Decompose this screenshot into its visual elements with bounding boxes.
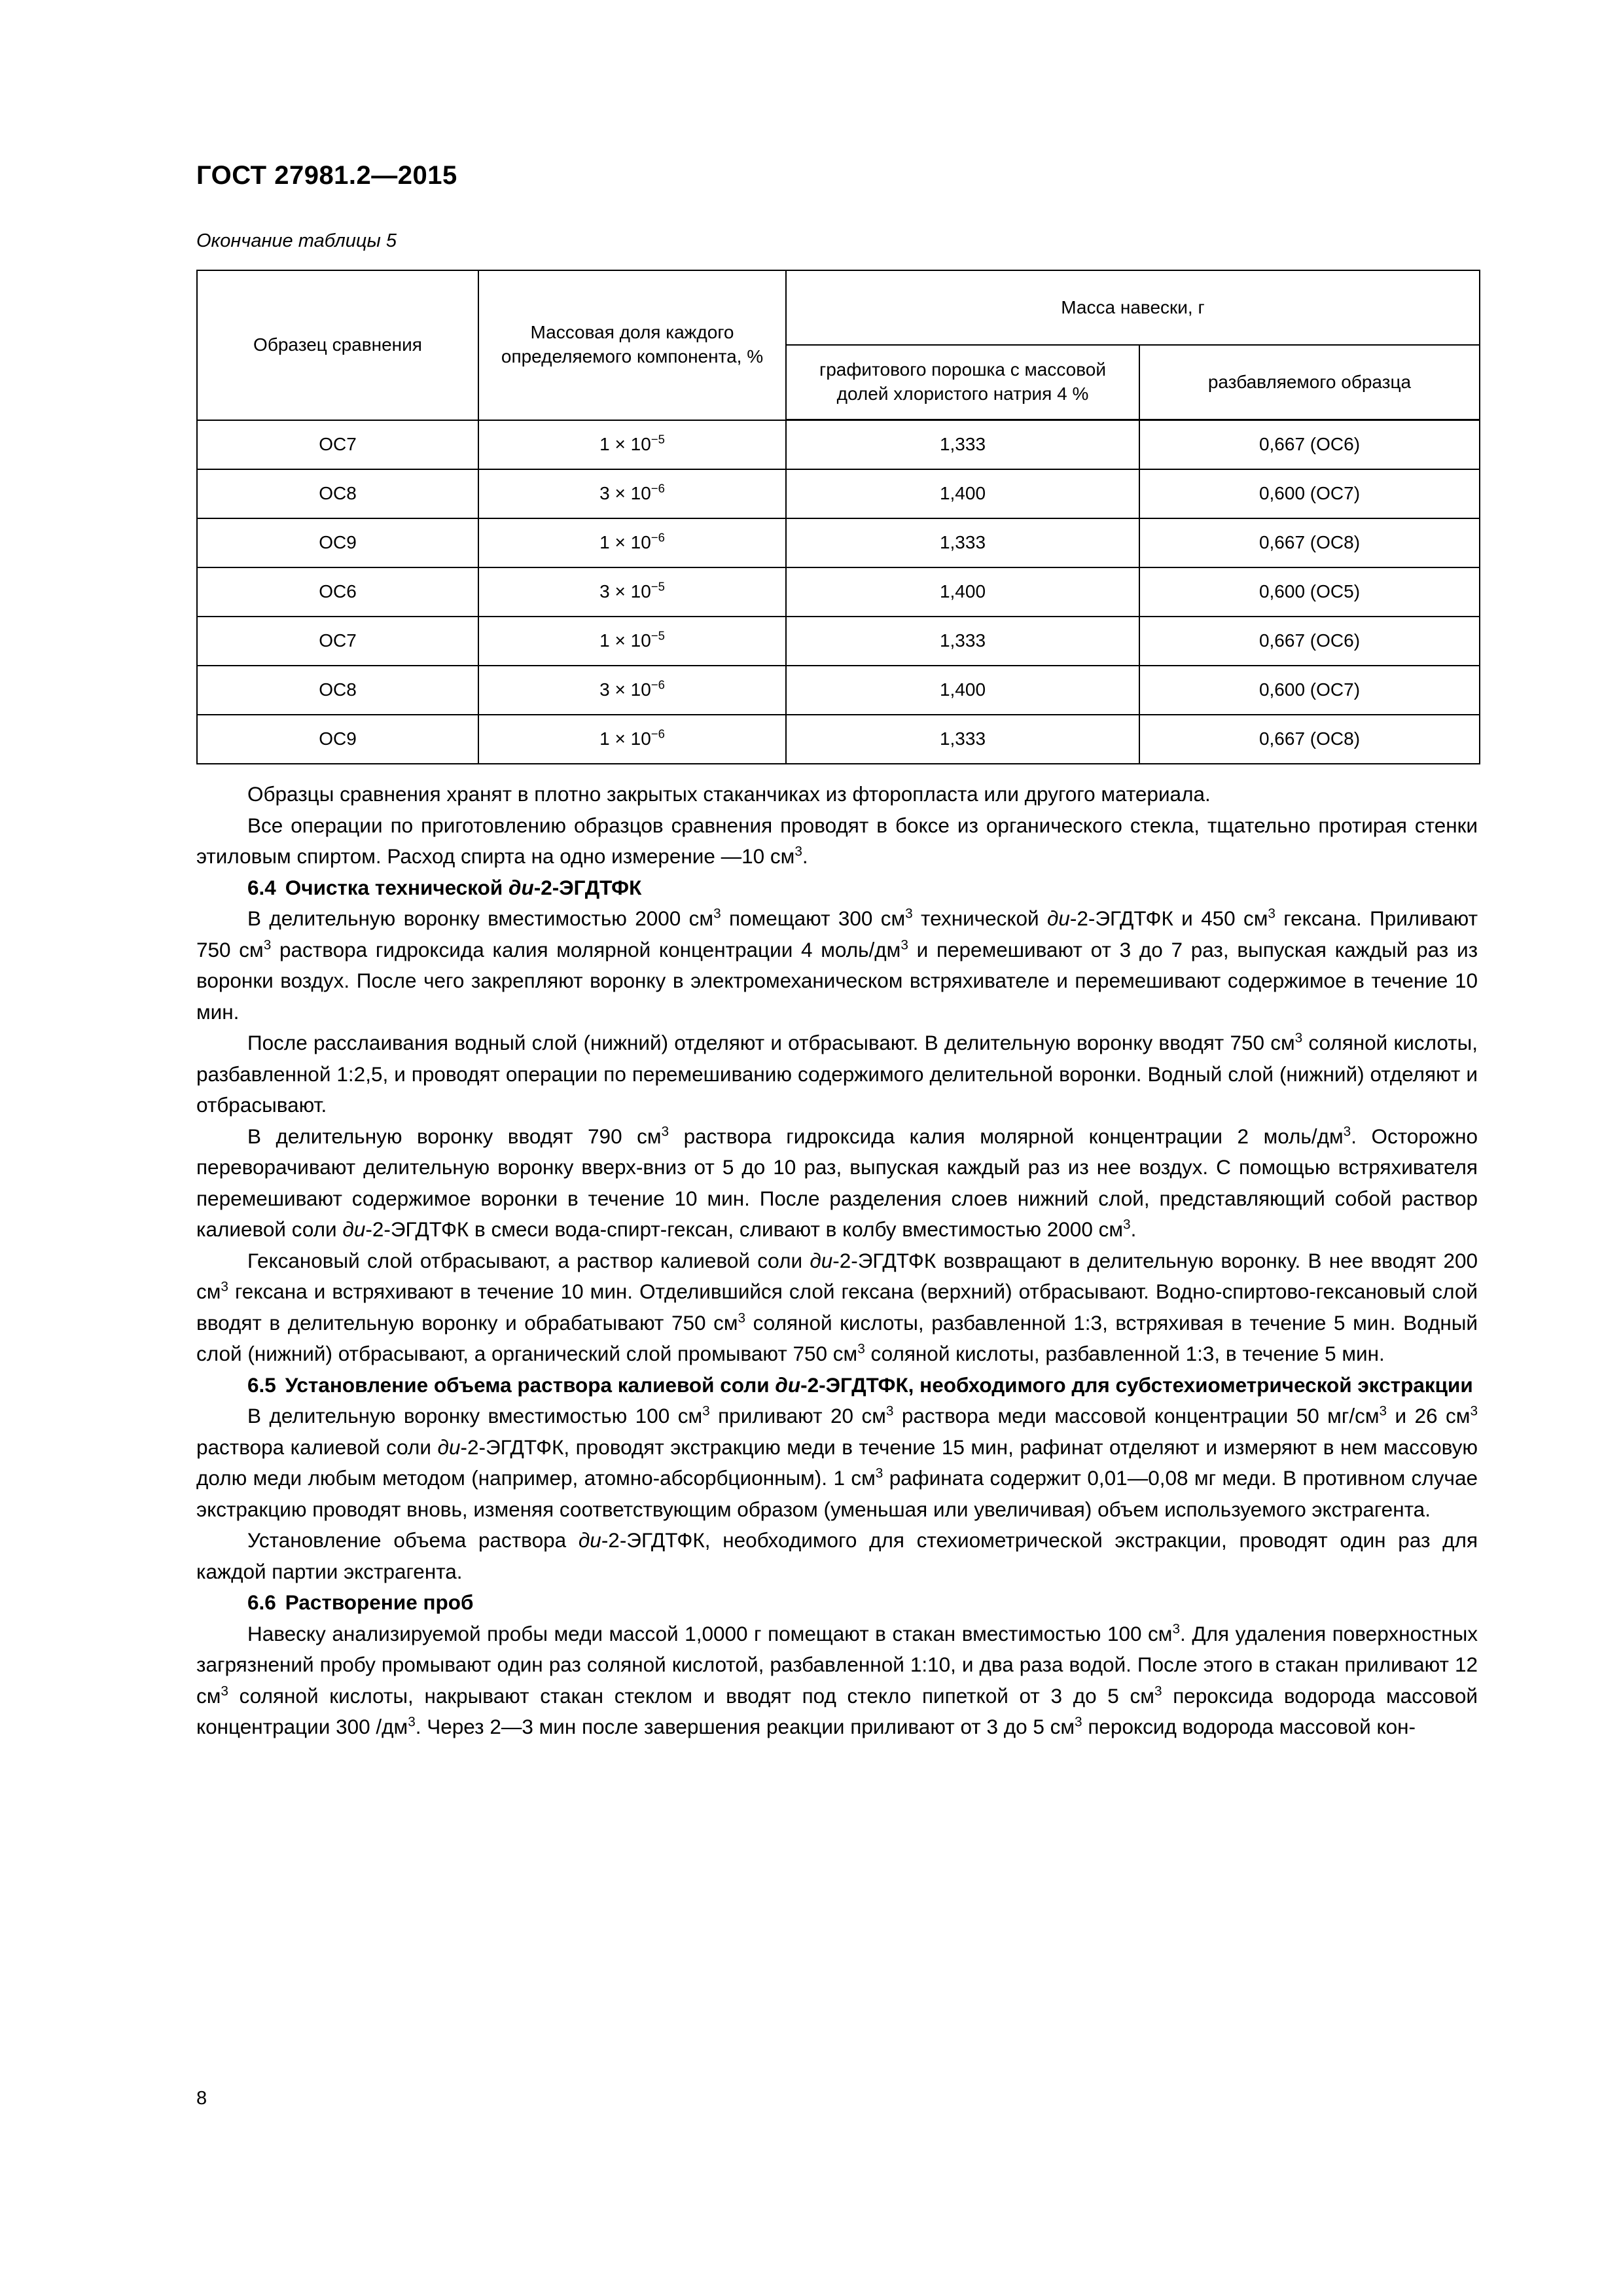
superscript: 3 bbox=[408, 1714, 416, 1730]
table-5-container bbox=[196, 270, 1479, 764]
superscript: 3 bbox=[713, 906, 721, 922]
cell-sample: ОС7 bbox=[197, 617, 478, 666]
header-weight-group: Масса навески, г bbox=[786, 270, 1480, 345]
table-row bbox=[197, 518, 1480, 567]
cell-mass-fraction: $3 \times 10^{-6}$ bbox=[478, 666, 786, 715]
paragraph-6-4-2: После расслаивания водный слой (нижний) отделяют и отбрасывают. В делительную воронку вводят 750 $см^3$ соляной кислоты, разбавленной 1:2,5, и проводят операции по перемешиванию содержимого делительной воронки. Водный слой (нижний) отделяют и отбрасывают. bbox=[196, 1030, 1478, 1117]
cell-mass-fraction: $1 \times 10^{-6}$ bbox=[478, 518, 786, 567]
section-heading-6-5 bbox=[196, 1370, 1478, 1401]
cell-sample: ОС9 bbox=[197, 518, 478, 567]
superscript: 3 bbox=[1294, 1030, 1303, 1046]
cell-diluted-mass: 0,667 (ОС6) bbox=[1139, 617, 1480, 666]
cell-graphite-mass: 1,333 bbox=[786, 715, 1139, 764]
paragraph-6-5-1: В делительную воронку вместимостью 100 $см^3$ приливают 20 $см^3$ раствора меди массовой концентрации 50 $мг/см^3$ и 26 $см^3$ раствора калиевой соли ди-2-ЭГДТФК, проводят экстракцию меди в течение 15 мин, рафинат отделяют и измеряют в нем массовую долю меди любым методом (например, атомно-абсорбционным). 1 $см^3$ рафината содержит 0,01—0,08 мг меди. В противном случае экстракцию проводят вновь, изменяя соответствующим образом (уменьшая или увеличивая) объем используемого экстрагента. bbox=[196, 1403, 1478, 1521]
superscript-exponent: −5 bbox=[651, 628, 665, 643]
superscript: 3 bbox=[875, 1465, 883, 1481]
cell-graphite-mass: 1,400 bbox=[786, 666, 1139, 715]
table-row bbox=[197, 617, 1480, 666]
cell-mass-fraction: $3 \times 10^{-6}$ bbox=[478, 469, 786, 518]
page-number: 8 bbox=[196, 2088, 207, 2109]
table-row bbox=[197, 715, 1480, 764]
superscript: 3 bbox=[1343, 1124, 1351, 1139]
cell-graphite-mass: 1,333 bbox=[786, 420, 1139, 470]
superscript-exponent: −6 bbox=[651, 481, 665, 495]
cell-mass-fraction: $1 \times 10^{-5}$ bbox=[478, 617, 786, 666]
superscript-exponent: −5 bbox=[651, 579, 665, 594]
table-body bbox=[197, 420, 1480, 764]
superscript-exponent: −5 bbox=[651, 432, 665, 446]
superscript: 3 bbox=[738, 1310, 746, 1325]
table-caption: Окончание таблицы 5 bbox=[196, 230, 397, 251]
table-row bbox=[197, 666, 1480, 715]
section-title-6-4-em: ди bbox=[508, 875, 534, 899]
superscript: 3 bbox=[885, 1403, 894, 1419]
section-title-6-5-em: ди bbox=[775, 1372, 801, 1397]
superscript: 3 bbox=[1268, 906, 1275, 922]
superscript: 3 bbox=[905, 906, 913, 922]
paragraph-operations-tail: . bbox=[802, 844, 808, 868]
superscript: 3 bbox=[702, 1403, 710, 1419]
table-row bbox=[197, 469, 1480, 518]
cell-diluted-mass: 0,667 (ОС6) bbox=[1139, 420, 1480, 470]
superscript: 3 bbox=[1172, 1621, 1181, 1636]
cell-sample: ОС8 bbox=[197, 666, 478, 715]
cell-graphite-mass: 1,400 bbox=[786, 469, 1139, 518]
paragraph-6-4-4: Гексановый слой отбрасывают, а раствор калиевой соли ди-2-ЭГДТФК возвращают в делительную воронку. В нее вводят 200 $см^3$ гексана и встряхивают в течение 10 мин. Отделившийся слой гексана (верхний) отбрасывают. Водно-спиртово-гексановый слой вводят в делительную воронку и обрабатывают 750 $см^3$ соляной кислоты, разбавленной 1:3, встряхивая в течение 5 мин. Водный слой (нижний) отбрасывают, а органический слой промывают 750 $см^3$ соляной кислоты, разбавленной 1:3, в течение 5 мин. bbox=[196, 1248, 1478, 1365]
superscript-exponent: −6 bbox=[651, 530, 665, 545]
section-title-6-5-b: -2-ЭГДТФК, необходимого для субстехиометрической экстракции bbox=[800, 1372, 1473, 1397]
header-graphite-powder: графитового порошка с массовой долей хлористого натрия 4 % bbox=[786, 345, 1139, 420]
section-number-6-5: 6.5 bbox=[247, 1372, 276, 1397]
cell-diluted-mass: 0,600 (ОС7) bbox=[1139, 469, 1480, 518]
header-diluted-sample: разбавляемого образца bbox=[1139, 345, 1480, 420]
superscript: 3 bbox=[221, 1683, 228, 1698]
paragraph-storage: Образцы сравнения хранят в плотно закрытых стаканчиках из фторопласта или другого материала. bbox=[247, 782, 1211, 806]
section-number-6-4: 6.4 bbox=[247, 875, 276, 899]
paragraph-6-4-3: В делительную воронку вводят 790 $см^3$ раствора гидроксида калия молярной концентрации 2 моль/$дм^3$. Осторожно переворачивают делительную воронку вверх-вниз от 5 до 10 раз, выпуская каждый раз из нее воздух. С помощью встряхивателя перемешивают содержимое воронки в течение 10 мин. После разделения слоев нижний слой, представляющий собой раствор калиевой соли ди-2-ЭГДТФК в смеси вода-спирт-гексан, сливают в колбу вместимостью 2000 $см^3$. bbox=[196, 1124, 1478, 1241]
cell-diluted-mass: 0,667 (ОС8) bbox=[1139, 715, 1480, 764]
superscript: 3 bbox=[1379, 1403, 1387, 1419]
section-title-6-4-a: Очистка технической bbox=[285, 875, 508, 899]
cell-diluted-mass: 0,667 (ОС8) bbox=[1139, 518, 1480, 567]
superscript-exponent: −6 bbox=[651, 726, 665, 741]
section-number-6-6: 6.6 bbox=[247, 1590, 276, 1614]
paragraph-6-6-1: Навеску анализируемой пробы меди массой 1,0000 г помещают в стакан вместимостью 100 $см^3$. Для удаления поверхностных загрязнений пробу промывают один раз соляной кислотой, разбавленной 1:10, и два раза водой. После этого в стакан приливают 12 $см^3$ соляной кислоты, накрывают стакан стеклом и вводят под стекло пипеткой от 3 до 5 $см^3$ пероксида водорода массовой концентрации 300 $/дм^3$. Через 2—3 мин после завершения реакции приливают от 3 до 5 $см^3$ пероксид водорода массовой кон- bbox=[196, 1621, 1478, 1738]
cell-sample: ОС7 bbox=[197, 420, 478, 470]
superscript-exponent: −6 bbox=[651, 677, 665, 692]
cell-mass-fraction: $1 \times 10^{-5}$ bbox=[478, 420, 786, 470]
section-heading-6-6 bbox=[196, 1587, 1478, 1619]
paragraph-operations-text: Все операции по приготовлению образцов сравнения проводят в боксе из органического стекла, тщательно протирая стенки этиловым спиртом. Расход спирта на одно измерение —10 см bbox=[196, 813, 1478, 868]
superscript: 3 bbox=[221, 1279, 228, 1295]
cell-diluted-mass: 0,600 (ОС5) bbox=[1139, 567, 1480, 617]
body-text bbox=[196, 779, 1478, 1743]
cell-sample: ОС9 bbox=[197, 715, 478, 764]
section-title-6-6-a: Растворение проб bbox=[285, 1590, 474, 1614]
section-title-6-4-b: -2-ЭГДТФК bbox=[533, 875, 642, 899]
italic-prefix: ди bbox=[437, 1435, 461, 1459]
header-sample: Образец сравнения bbox=[197, 270, 478, 420]
reference-samples-table bbox=[196, 270, 1480, 764]
header-mass-fraction: Массовая доля каждого определяемого компонента, % bbox=[478, 270, 786, 420]
superscript: 3 bbox=[1123, 1217, 1131, 1232]
paragraph-operations bbox=[196, 810, 1478, 872]
superscript: 3 bbox=[1154, 1683, 1162, 1698]
superscript: 3 bbox=[1470, 1403, 1478, 1419]
cell-graphite-mass: 1,333 bbox=[786, 617, 1139, 666]
superscript: 3 bbox=[263, 937, 272, 952]
cell-sample: ОС8 bbox=[197, 469, 478, 518]
cell-sample: ОС6 bbox=[197, 567, 478, 617]
cell-graphite-mass: 1,333 bbox=[786, 518, 1139, 567]
cell-mass-fraction: $1 \times 10^{-6}$ bbox=[478, 715, 786, 764]
italic-prefix: ди bbox=[810, 1248, 833, 1272]
superscript: 3 bbox=[857, 1341, 865, 1357]
standard-number-header: ГОСТ 27981.2—2015 bbox=[196, 161, 457, 190]
cell-graphite-mass: 1,400 bbox=[786, 567, 1139, 617]
table-header-row-1 bbox=[197, 270, 1480, 345]
superscript-cubic: 3 bbox=[794, 844, 802, 859]
italic-prefix: ди bbox=[578, 1528, 601, 1552]
section-title-6-5-a: Установление объема раствора калиевой соли bbox=[285, 1372, 776, 1397]
paragraph-6-5-2: Установление объема раствора ди-2-ЭГДТФК, необходимого для стехиометрической экстракции, проводят один раз для каждой партии экстрагента. bbox=[196, 1528, 1478, 1583]
cell-mass-fraction: $3 \times 10^{-5}$ bbox=[478, 567, 786, 617]
superscript: 3 bbox=[901, 937, 908, 952]
italic-prefix: ди bbox=[342, 1217, 366, 1241]
table-row bbox=[197, 567, 1480, 617]
superscript: 3 bbox=[661, 1124, 669, 1139]
italic-prefix: ди bbox=[1046, 906, 1070, 930]
table-row bbox=[197, 420, 1480, 470]
superscript: 3 bbox=[1075, 1714, 1082, 1730]
cell-diluted-mass: 0,600 (ОС7) bbox=[1139, 666, 1480, 715]
table-head bbox=[197, 270, 1480, 420]
paragraph-6-4-1: В делительную воронку вместимостью 2000 $см^3$ помещают 300 $см^3$ технической ди-2-ЭГДТФК и 450 $см^3$ гексана. Приливают 750 $см^3$ раствора гидроксида калия молярной концентрации 4 моль/$дм^3$ и перемешивают от 3 до 7 раз, выпуская каждый раз из воронки воздух. После чего закрепляют воронку в электромеханическом встряхивателе и перемешивают содержимое в течение 10 мин. bbox=[196, 906, 1478, 1024]
section-heading-6-4 bbox=[196, 872, 1478, 904]
